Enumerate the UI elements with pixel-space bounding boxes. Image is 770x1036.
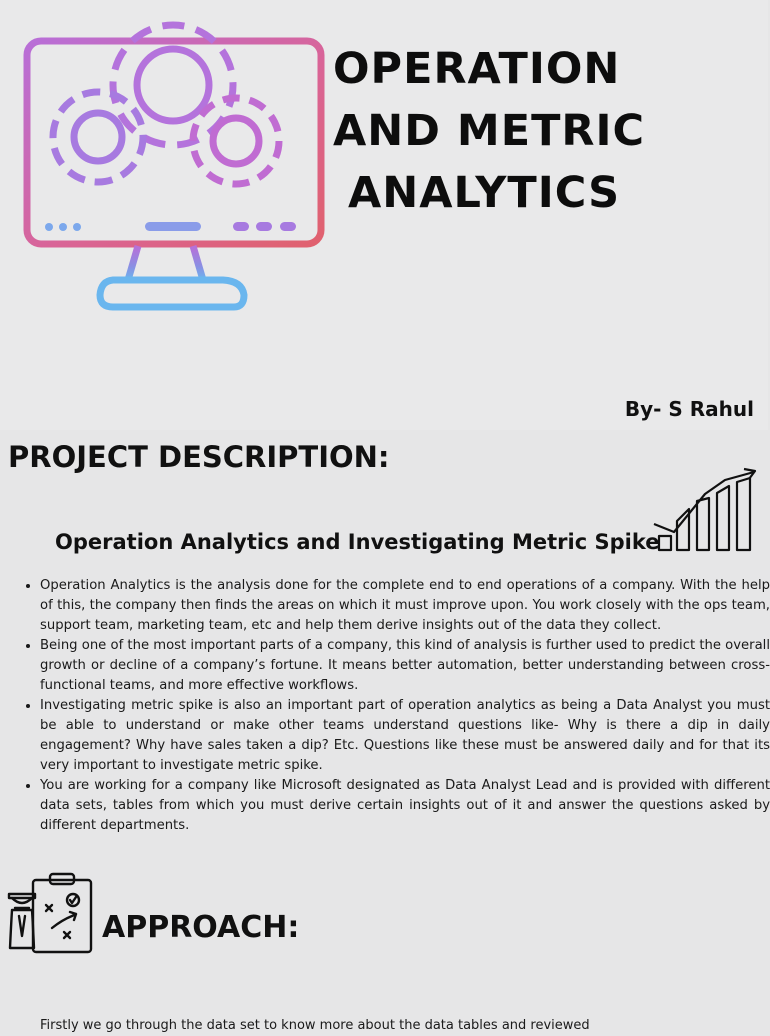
approach-heading: APPROACH: — [102, 910, 300, 945]
project-description-heading: PROJECT DESCRIPTION: — [8, 440, 390, 474]
title-line-3: ANALYTICS — [348, 168, 621, 218]
document-title — [333, 38, 646, 224]
cutoff-text: Firstly we go through the data set to know more about the data tables and reviewed — [40, 1018, 590, 1033]
monitor-gears-icon — [20, 10, 330, 320]
list-item: • Operation Analytics is the analysis done for the complete end to end operations of a company. With the help of this, the company then finds the areas on which it must improve upon. You work closely with the ops team, support team, marketing team, etc and help them derive insights out of the data they collect. — [40, 576, 770, 636]
growth-chart-icon — [652, 466, 756, 554]
cover-section — [0, 0, 768, 430]
list-item: • Being one of the most important parts of a company, this kind of analysis is further used to predict the overall growth or decline of a company’s fortune. It means better automation, better understanding between cross-functional teams, and more effective workflows. — [40, 636, 770, 696]
project-subheading: Operation Analytics and Investigating Metric Spike — [55, 530, 660, 554]
author-byline: By- S Rahul — [624, 397, 754, 421]
list-item: • Investigating metric spike is also an important part of operation analytics as being a Data Analyst you must be able to understand or make other teams understand questions like- Why is there a dip in daily engagement? Why have sales taken a dip? Etc. Questions like these must be answered daily and for that its very important to investigate metric spike. — [40, 696, 770, 776]
list-item: • You are working for a company like Microsoft designated as Data Analyst Lead and is provided with different data sets, tables from which you must derive certain insights out of it and answer the questions asked by different departments. — [40, 776, 770, 836]
description-bullets — [22, 576, 770, 836]
strategy-clipboard-icon — [6, 870, 96, 956]
title-line-1: OPERATION — [333, 44, 621, 94]
title-line-2: AND METRIC — [333, 106, 646, 156]
